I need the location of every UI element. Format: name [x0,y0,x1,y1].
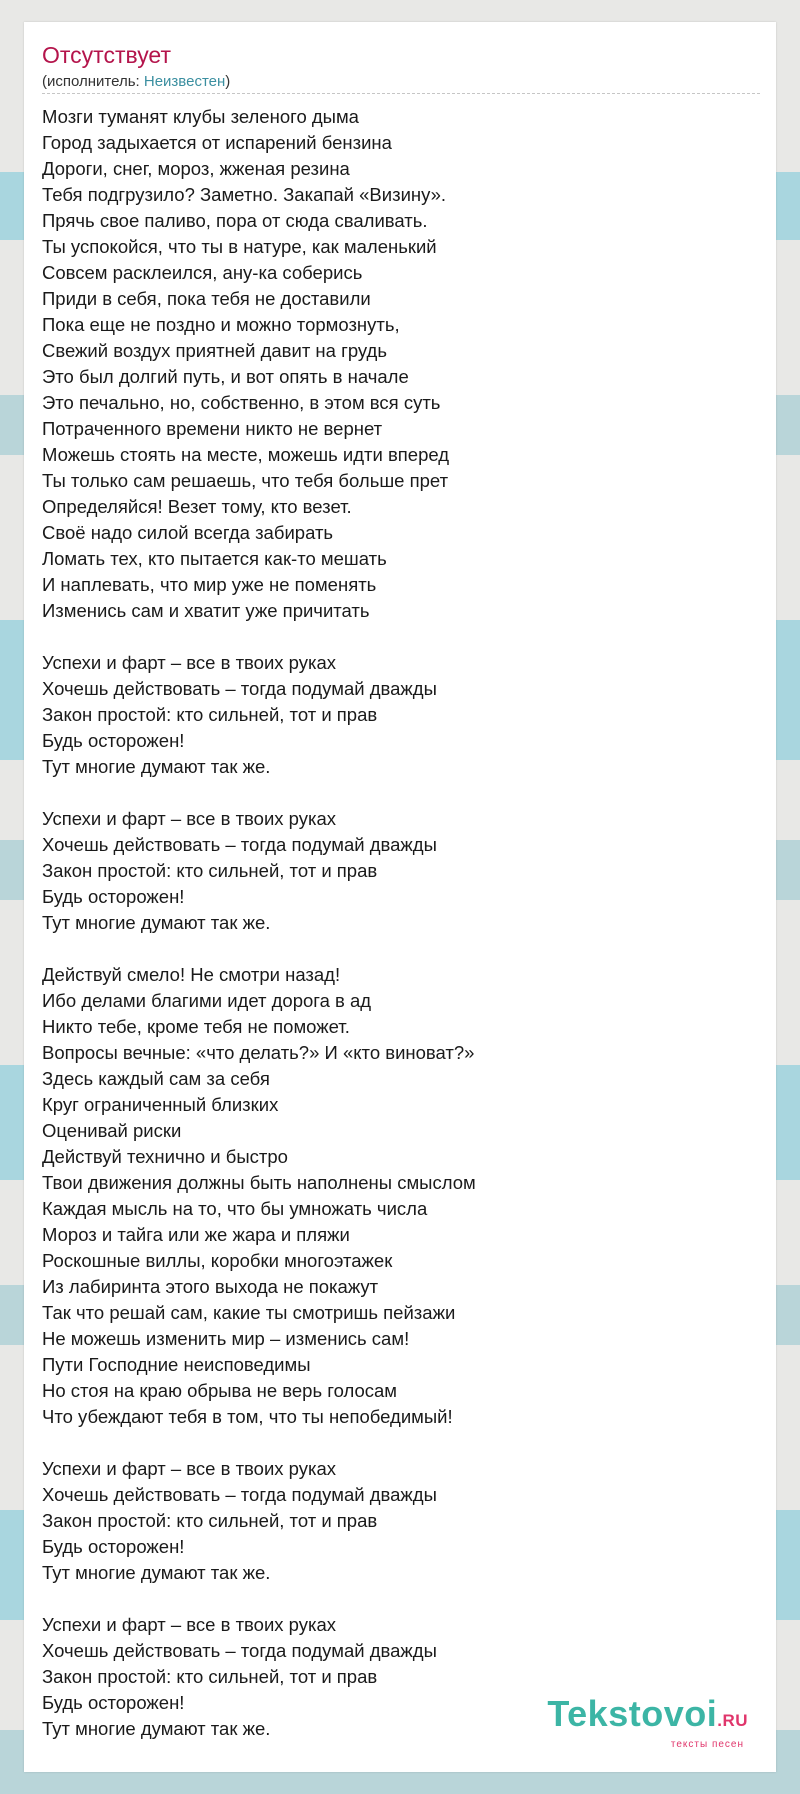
lyric-line: Ты успокойся, что ты в натуре, как маленький [42,236,437,257]
lyric-line: Закон простой: кто сильней, тот и прав [42,860,378,881]
lyric-line: Успехи и фарт – все в твоих руках [42,1614,337,1635]
artist-prefix: (исполнитель: [42,73,144,90]
lyric-line: Успехи и фарт – все в твоих руках [42,808,337,829]
logo-tld: .RU [717,1711,748,1730]
lyrics-card [24,22,776,1772]
lyric-line: Хочешь действовать – тогда подумай дважды [42,834,437,855]
stanza-gap [42,1430,762,1456]
lyric-line: Круг ограниченный близких [42,1094,279,1115]
lyric-line: Ибо делами благими идет дорога в ад [42,990,372,1011]
artist-suffix: ) [225,73,231,90]
lyric-line: Так что решай сам, какие ты смотришь пейзажи [42,1302,456,1323]
lyric-line: Это печально, но, собственно, в этом вся суть [42,392,441,413]
lyric-line: Закон простой: кто сильней, тот и прав [42,1510,378,1531]
song-title: Отсутствует [42,42,171,68]
lyric-line: Прячь свое паливо, пора от сюда сваливать. [42,210,428,231]
stanza-gap [42,1586,762,1612]
lyric-line: Хочешь действовать – тогда подумай дважды [42,1640,437,1661]
lyric-line: Вопросы вечные: «что делать?» И «кто виноват?» [42,1042,475,1063]
lyric-line: Пока еще не поздно и можно тормознуть, [42,314,400,335]
lyric-line: Можешь стоять на месте, можешь идти вперед [42,444,450,465]
lyric-line: Приди в себя, пока тебя не доставили [42,288,371,309]
chorus-2 [42,806,762,936]
lyric-line: Закон простой: кто сильней, тот и прав [42,1666,378,1687]
artist-line [42,73,230,90]
logo-tagline: тексты песен [670,1739,744,1750]
lyric-line: Своё надо силой всегда забирать [42,522,334,543]
lyric-line: Каждая мысль на то, что бы умножать числа [42,1198,428,1219]
verse-1 [42,104,762,624]
lyric-line: Успехи и фарт – все в твоих руках [42,1458,337,1479]
lyric-line: Но стоя на краю обрыва не верь голосам [42,1380,397,1401]
lyric-line: Хочешь действовать – тогда подумай дважды [42,678,437,699]
lyric-line: Будь осторожен! [42,1536,185,1557]
logo-main-text: Tekstovoi [547,1693,718,1734]
lyric-line: Тут многие думают так же. [42,1562,271,1583]
lyric-line: Совсем расклеился, ану-ка соберись [42,262,363,283]
lyric-line: Из лабиринта этого выхода не покажут [42,1276,379,1297]
lyric-line: Твои движения должны быть наполнены смыслом [42,1172,476,1193]
lyric-line: Свежий воздух приятней давит на грудь [42,340,387,361]
lyric-line: Ты только сам решаешь, что тебя больше прет [42,470,449,491]
tekstovoi-logo[interactable] [547,1693,748,1750]
lyric-line: Успехи и фарт – все в твоих руках [42,652,337,673]
lyric-line: Это был долгий путь, и вот опять в начале [42,366,409,387]
lyric-line: Ломать тех, кто пытается как-то мешать [42,548,387,569]
lyric-line: Дороги, снег, мороз, жженая резина [42,158,350,179]
lyric-line: Тут многие думают так же. [42,1718,271,1739]
lyric-line: Город задыхается от испарений бензина [42,132,392,153]
lyric-line: И наплевать, что мир уже не поменять [42,574,377,595]
lyric-line: Здесь каждый сам за себя [42,1068,270,1089]
lyric-line: Закон простой: кто сильней, тот и прав [42,704,378,725]
lyric-line: Пути Господние неисповедимы [42,1354,311,1375]
lyric-line: Мороз и тайга или же жара и пляжи [42,1224,350,1245]
lyric-line: Действуй смело! Не смотри назад! [42,964,341,985]
lyric-line: Будь осторожен! [42,1692,185,1713]
lyric-line: Определяйся! Везет тому, кто везет. [42,496,352,517]
lyric-line: Тут многие думают так же. [42,756,271,777]
stanza-gap [42,624,762,650]
lyric-line: Оценивай риски [42,1120,182,1141]
logo-wordmark [547,1693,748,1739]
lyric-line: Потраченного времени никто не вернет [42,418,383,439]
stanza-gap [42,936,762,962]
verse-2 [42,962,762,1430]
lyrics-text [42,104,762,1742]
lyric-line: Что убеждают тебя в том, что ты непобедимый! [42,1406,453,1427]
lyric-line: Хочешь действовать – тогда подумай дважды [42,1484,437,1505]
lyric-line: Мозги туманят клубы зеленого дыма [42,106,359,127]
lyric-line: Будь осторожен! [42,730,185,751]
lyric-line: Изменись сам и хватит уже причитать [42,600,370,621]
artist-link[interactable]: Неизвестен [143,73,226,90]
lyric-line: Тебя подгрузило? Заметно. Закапай «Визину». [42,184,447,205]
lyric-line: Роскошные виллы, коробки многоэтажек [42,1250,393,1271]
title-divider [42,93,760,94]
lyric-line: Будь осторожен! [42,886,185,907]
chorus-3 [42,1456,762,1586]
stanza-gap [42,780,762,806]
lyric-line: Действуй технично и быстро [42,1146,288,1167]
lyric-line: Никто тебе, кроме тебя не поможет. [42,1016,350,1037]
lyric-line: Тут многие думают так же. [42,912,271,933]
lyric-line: Не можешь изменить мир – изменись сам! [42,1328,410,1349]
chorus-1 [42,650,762,780]
